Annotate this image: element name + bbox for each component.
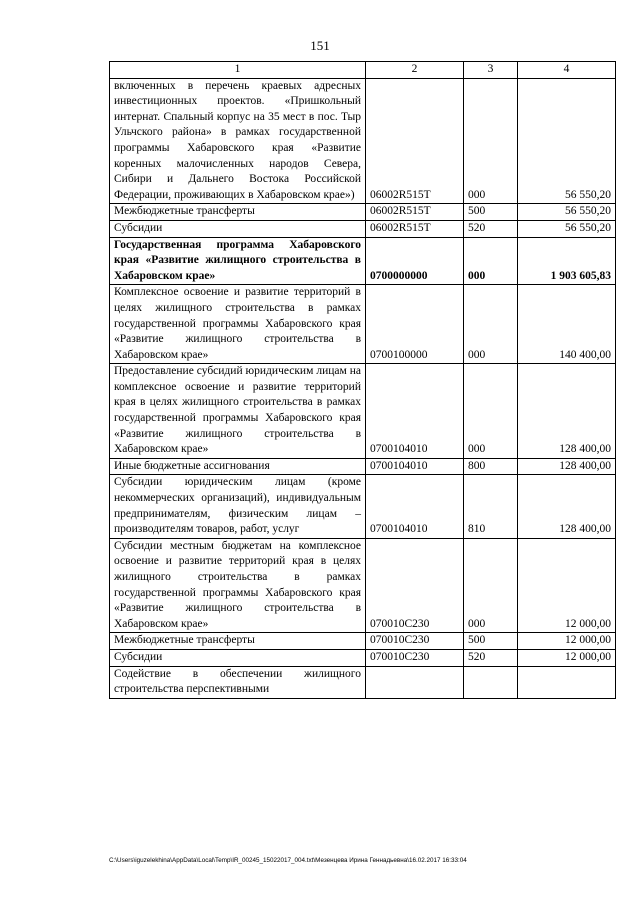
table-row [110, 204, 616, 221]
row-name: Субсидии [110, 649, 366, 666]
row-code: 0700000000 [366, 237, 464, 285]
row-code: 06002R515T [366, 78, 464, 204]
row-type: 810 [464, 475, 518, 538]
row-amount: 12 000,00 [518, 538, 616, 633]
row-name: Субсидии местным бюджетам на комплексное освоение и развитие территорий края в целях жилищного строительства в рамках государственной программы Хабаровского края «Развитие жилищного строительства в Хабаровском крае» [110, 538, 366, 633]
table-row-program [110, 237, 616, 285]
row-code: 0700104010 [366, 475, 464, 538]
table-row [110, 649, 616, 666]
table-row [110, 220, 616, 237]
row-amount: 140 400,00 [518, 285, 616, 364]
table-row [110, 633, 616, 650]
row-amount: 1 903 605,83 [518, 237, 616, 285]
row-type: 500 [464, 204, 518, 221]
header-col-4: 4 [518, 62, 616, 79]
page-number: 151 [310, 38, 330, 53]
row-code: 0700104010 [366, 364, 464, 459]
row-amount [518, 666, 616, 698]
row-amount: 56 550,20 [518, 220, 616, 237]
row-type: 000 [464, 285, 518, 364]
row-amount: 128 400,00 [518, 475, 616, 538]
table-row [110, 666, 616, 698]
row-name: Предоставление субсидий юридическим лицам на комплексное освоение и развитие территорий края в целях жилищного строительства в рамках государственной программы Хабаровского края «Развитие жилищного строительства в Хабаровском крае» [110, 364, 366, 459]
row-amount: 128 400,00 [518, 458, 616, 475]
row-code: 070010С230 [366, 538, 464, 633]
row-type: 800 [464, 458, 518, 475]
row-code: 0700100000 [366, 285, 464, 364]
row-type: 000 [464, 78, 518, 204]
row-amount: 56 550,20 [518, 78, 616, 204]
table-row [110, 475, 616, 538]
table-row [110, 285, 616, 364]
row-name: Комплексное освоение и развитие территорий в целях жилищного строительства в рамках государственной программы Хабаровского края «Развитие жилищного строительства в Хабаровском крае» [110, 285, 366, 364]
table-row [110, 538, 616, 633]
row-name: Содействие в обеспечении жилищного строительства перспективными [110, 666, 366, 698]
table-row [110, 78, 616, 204]
table-row [110, 364, 616, 459]
row-type [464, 666, 518, 698]
row-code: 06002R515T [366, 220, 464, 237]
row-amount: 12 000,00 [518, 633, 616, 650]
row-code: 0700104010 [366, 458, 464, 475]
row-code: 070010С230 [366, 649, 464, 666]
footer-file-path: C:\Users\iguzelekhina\AppData\Local\Temp\IR_00245_15022017_004.txt\Мезенцева Ирина Геннадьевна\16.02.2017 16:33:04 [109, 857, 467, 864]
header-col-2: 2 [366, 62, 464, 79]
row-name: Государственная программа Хабаровского края «Развитие жилищного строительства в Хабаровском крае» [110, 237, 366, 285]
row-name: Иные бюджетные ассигнования [110, 458, 366, 475]
row-type: 520 [464, 220, 518, 237]
row-type: 000 [464, 237, 518, 285]
row-amount: 128 400,00 [518, 364, 616, 459]
row-name: Субсидии [110, 220, 366, 237]
header-col-1: 1 [110, 62, 366, 79]
row-type: 520 [464, 649, 518, 666]
row-type: 000 [464, 364, 518, 459]
header-row [110, 62, 616, 79]
row-amount: 12 000,00 [518, 649, 616, 666]
row-code [366, 666, 464, 698]
row-code: 070010С230 [366, 633, 464, 650]
row-name: Межбюджетные трансферты [110, 204, 366, 221]
header-col-3: 3 [464, 62, 518, 79]
row-type: 000 [464, 538, 518, 633]
row-amount: 56 550,20 [518, 204, 616, 221]
row-name: включенных в перечень краевых адресных инвестиционных проектов. «Пришкольный интернат. Спальный корпус на 35 мест в пос. Тыр Ульчского района» в рамках государственной программы Хабаровского края «Развитие коренных малочисленных народов Севера, Сибири и Дальнего Востока Российской Федерации, проживающих в Хабаровском крае») [110, 78, 366, 204]
budget-table [109, 61, 616, 699]
row-name: Межбюджетные трансферты [110, 633, 366, 650]
row-code: 06002R515T [366, 204, 464, 221]
row-name: Субсидии юридическим лицам (кроме некоммерческих организаций), индивидуальным предпринимателям, физическим лицам – производителям товаров, работ, услуг [110, 475, 366, 538]
row-type: 500 [464, 633, 518, 650]
table-row [110, 458, 616, 475]
